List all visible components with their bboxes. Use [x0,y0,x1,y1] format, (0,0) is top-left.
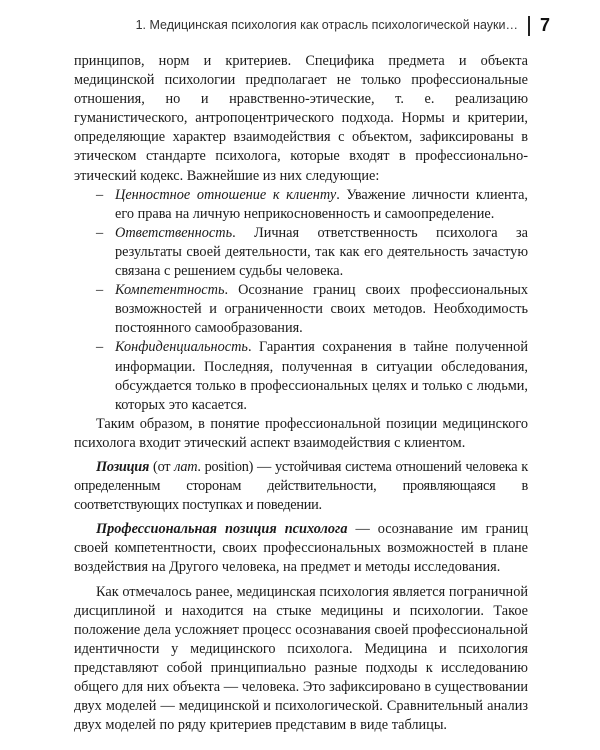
definition-position [74,458,528,515]
running-head: 1. Медицинская психология как отрасль психологической науки… [135,18,518,32]
list-text: . Осознание границ своих профессиональных возможностей и ограниченности своих методов. Необходимость постоянного самообразования. [115,282,528,337]
dash-marker: – [96,339,104,356]
body-text [74,52,528,735]
dash-marker: – [96,186,104,203]
list-term: Компетентность [115,282,225,299]
list-item [74,281,528,338]
definition-term: Позиция [96,458,150,475]
list-term: Ответственность [115,224,233,241]
dash-marker: – [96,282,104,299]
list-text: . Личная ответственность психолога за результаты своей деятельности, так как его деятельность зачастую связана с решением судьбы человека. [115,224,528,280]
definition-text: — осознавание им границ своей компетентности, своих профессиональных возможностей в плане воздействия на Другого человека, на предмет и методы исследования. [74,521,528,576]
definition-term: Профессиональная позиция психолога [96,521,348,538]
paragraph-summary: Таким образом, в понятие профессиональной позиции медицинского психолога входит этический аспект взаимодействия с клиентом. [74,415,528,451]
definition-text: . position) — устойчивая система отношений человека к определенным сторонам действительности, проявляющаяся в соответствующих поступках и поведении. [74,458,528,514]
paragraph-models: Как отмечалось ранее, медицинская психология является пограничной дисциплиной и находится на стыке медицины и психологии. Такое положение дела усложняет процесс осознавания своей профессиональной идентичности у медицинского психолога. Медицина и психология представляют собой принципиально разные подходы к исследованию общего для них объекта — человека. Это зафиксировано в существовании двух моделей — медицинской и психологической. Сравнительный анализ двух моделей по ряду критериев представим в виде таблицы. [74,583,528,734]
definition-abbrev: лат [174,458,198,475]
definition-open: (от [149,458,175,475]
list-term: Конфиденциальность [115,339,248,356]
list-term: Ценностное отношение к клиенту [115,186,337,203]
list-item [74,224,528,281]
list-item [74,186,528,224]
definition-professional-position [74,520,528,577]
page-number: 7 [540,15,551,35]
paragraph-intro: принципов, норм и критериев. Специфика предмета и объекта медицинской психологии предполагает не только профессиональные отношения, но и нравственно-этические, т. е. реализацию гуманистического, антропоцентрического подхода. Нормы и критерии, определяющие характер взаимодействия с объектом, зафиксированы в этическом стандарте психолога, которые входят в профессионально-этический кодекс. Важнейшие из них следующие: [74,53,528,184]
ethics-list [74,186,528,415]
header-divider [528,16,530,36]
list-item [74,338,528,414]
list-text: . Уважение личности клиента, его права на личную неприкосновенность и самоопределение. [115,186,528,222]
list-text: . Гарантия сохранения в тайне полученной информации. Последняя, полученная в ситуации обследования, обсуждается только в профессиональных целях и только с людьми, которых это касается. [115,339,528,413]
dash-marker: – [96,224,104,241]
